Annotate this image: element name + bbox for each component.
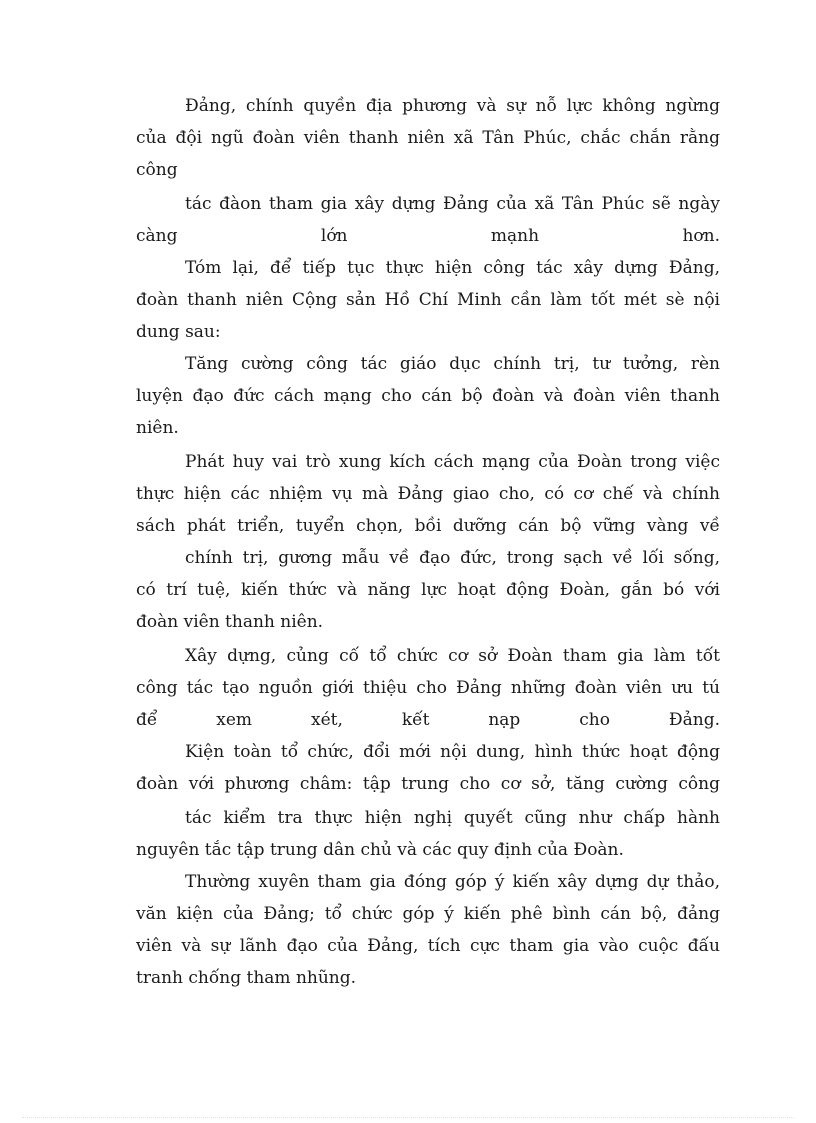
text-line: Tăng cường công tác giáo dục chính trị, tư tưởng, rèn xyxy=(185,354,720,374)
text-line: sách phát triển, tuyển chọn, bồi dưỡng cán bộ vững vàng về xyxy=(136,516,720,536)
text-line: tranh chống tham nhũng. xyxy=(136,968,357,988)
text-line: đoàn viên thanh niên. xyxy=(136,612,324,632)
text-line: công xyxy=(136,160,178,180)
text-line: có trí tuệ, kiến thức và năng lực hoạt động Đoàn, gắn bó với xyxy=(136,580,720,600)
text-line: văn kiện của Đảng; tổ chức góp ý kiến phê bình cán bộ, đảng xyxy=(136,904,720,924)
text-line: Tóm lại, để tiếp tục thực hiện công tác xây dựng Đảng, xyxy=(185,258,720,278)
text-line: dung sau: xyxy=(136,322,221,342)
text-line: Phát huy vai trò xung kích cách mạng của Đoàn trong việc xyxy=(185,452,720,472)
text-line: công tác tạo nguồn giới thiệu cho Đảng những đoàn viên ưu tú xyxy=(136,678,720,698)
text-line: đoàn với phương châm: tập trung cho cơ sở, tăng cường công xyxy=(136,774,720,794)
text-line: Xây dựng, củng cố tổ chức cơ sở Đoàn tham gia làm tốt xyxy=(185,646,720,666)
text-line: Đảng, chính quyền địa phương và sự nỗ lực không ngừng xyxy=(185,96,720,116)
text-line: đoàn thanh niên Cộng sản Hồ Chí Minh cần làm tốt mét sè nội xyxy=(136,290,720,310)
text-line: chính trị, gương mẫu về đạo đức, trong sạch về lối sống, xyxy=(185,548,720,568)
text-line: Thường xuyên tham gia đóng góp ý kiến xây dựng dự thảo, xyxy=(185,872,720,892)
text-line: càng lớn mạnh hơn. xyxy=(136,226,720,246)
text-line: tác kiểm tra thực hiện nghị quyết cũng như chấp hành xyxy=(185,808,720,828)
text-line: luyện đạo đức cách mạng cho cán bộ đoàn và đoàn viên thanh xyxy=(136,386,720,406)
text-line: của đội ngũ đoàn viên thanh niên xã Tân Phúc, chắc chắn rằng xyxy=(136,128,720,148)
text-line: Kiện toàn tổ chức, đổi mới nội dung, hình thức hoạt động xyxy=(185,742,720,762)
text-line: viên và sự lãnh đạo của Đảng, tích cực tham gia vào cuộc đấu xyxy=(136,936,720,956)
page-bottom-divider xyxy=(22,1117,794,1118)
text-line: nguyên tắc tập trung dân chủ và các quy định của Đoàn. xyxy=(136,840,624,860)
text-line: tác đàon tham gia xây dựng Đảng của xã Tân Phúc sẽ ngày xyxy=(185,194,720,214)
text-line: thực hiện các nhiệm vụ mà Đảng giao cho, có cơ chế và chính xyxy=(136,484,720,504)
text-line: niên. xyxy=(136,418,179,438)
text-line: để xem xét, kết nạp cho Đảng. xyxy=(136,710,720,730)
